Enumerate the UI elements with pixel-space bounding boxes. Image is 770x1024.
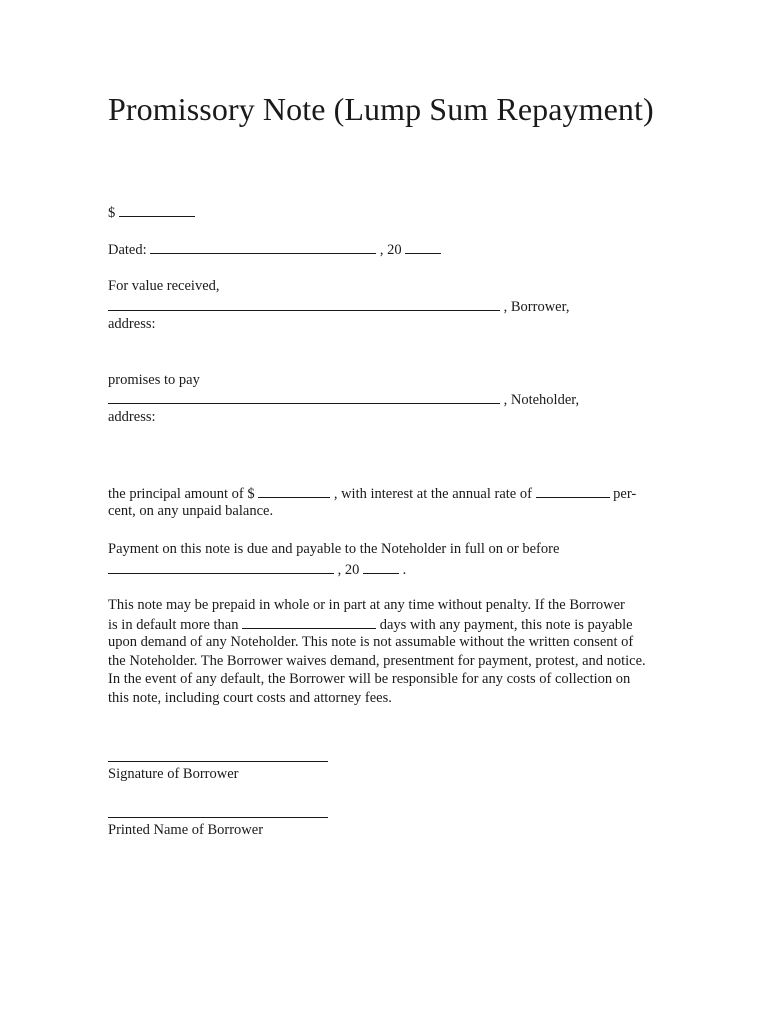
borrower-name-field[interactable] bbox=[108, 296, 500, 311]
document-title: Promissory Note (Lump Sum Repayment) bbox=[108, 91, 654, 127]
dated-label: Dated: bbox=[108, 242, 147, 258]
noteholder-address-label: address: bbox=[108, 409, 156, 425]
payment-period: . bbox=[402, 562, 407, 578]
printed-name-rule[interactable] bbox=[108, 817, 328, 818]
payment-date-field[interactable] bbox=[108, 559, 334, 574]
payment-year-field[interactable] bbox=[363, 559, 399, 574]
prepay-text-2b: days with any payment, this note is payable bbox=[379, 617, 633, 633]
prepay-line-4: the Noteholder. The Borrower waives demand, presentment for payment, protest, and notice. bbox=[108, 653, 646, 669]
noteholder-name-field[interactable] bbox=[108, 389, 500, 404]
noteholder-label: , Noteholder, bbox=[503, 392, 580, 408]
borrower-line bbox=[108, 296, 569, 316]
printed-name-label: Printed Name of Borrower bbox=[108, 822, 264, 838]
default-days-field[interactable] bbox=[242, 614, 376, 629]
principal-text-3: per- bbox=[613, 486, 637, 502]
prepay-line-6: this note, including court costs and attorney fees. bbox=[108, 690, 392, 706]
prepay-line-3: upon demand of any Noteholder. This note is not assumable without the written consent of bbox=[108, 634, 634, 650]
payment-text: Payment on this note is due and payable to the Noteholder in full on or before bbox=[108, 541, 560, 557]
principal-text-1: the principal amount of $ bbox=[108, 486, 255, 502]
promises-to-pay: promises to pay bbox=[108, 372, 200, 388]
prepay-text-2a: is in default more than bbox=[108, 617, 239, 633]
principal-text-4: cent, on any unpaid balance. bbox=[108, 503, 274, 519]
signature-rule[interactable] bbox=[108, 761, 328, 762]
signature-label: Signature of Borrower bbox=[108, 766, 239, 782]
amount-field[interactable] bbox=[119, 202, 195, 217]
for-value-received: For value received, bbox=[108, 278, 220, 294]
prepay-line-2 bbox=[108, 614, 633, 634]
amount-line bbox=[108, 202, 195, 222]
date-field[interactable] bbox=[150, 239, 376, 254]
noteholder-line bbox=[108, 389, 579, 409]
principal-amount-field[interactable] bbox=[258, 483, 330, 498]
borrower-address-label: address: bbox=[108, 316, 156, 332]
year-prefix: , 20 bbox=[379, 242, 402, 258]
principal-text-2: , with interest at the annual rate of bbox=[333, 486, 532, 502]
year-field[interactable] bbox=[405, 239, 441, 254]
prepay-line-1: This note may be prepaid in whole or in part at any time without penalty. If the Borrower bbox=[108, 597, 625, 613]
borrower-label: , Borrower, bbox=[503, 299, 570, 315]
payment-date-line bbox=[108, 559, 406, 579]
dollar-sign: $ bbox=[108, 205, 116, 221]
principal-line bbox=[108, 483, 661, 503]
dated-line bbox=[108, 239, 441, 259]
payment-year-prefix: , 20 bbox=[337, 562, 360, 578]
prepay-line-5: In the event of any default, the Borrower will be responsible for any costs of collection on bbox=[108, 671, 631, 687]
interest-rate-field[interactable] bbox=[536, 483, 610, 498]
